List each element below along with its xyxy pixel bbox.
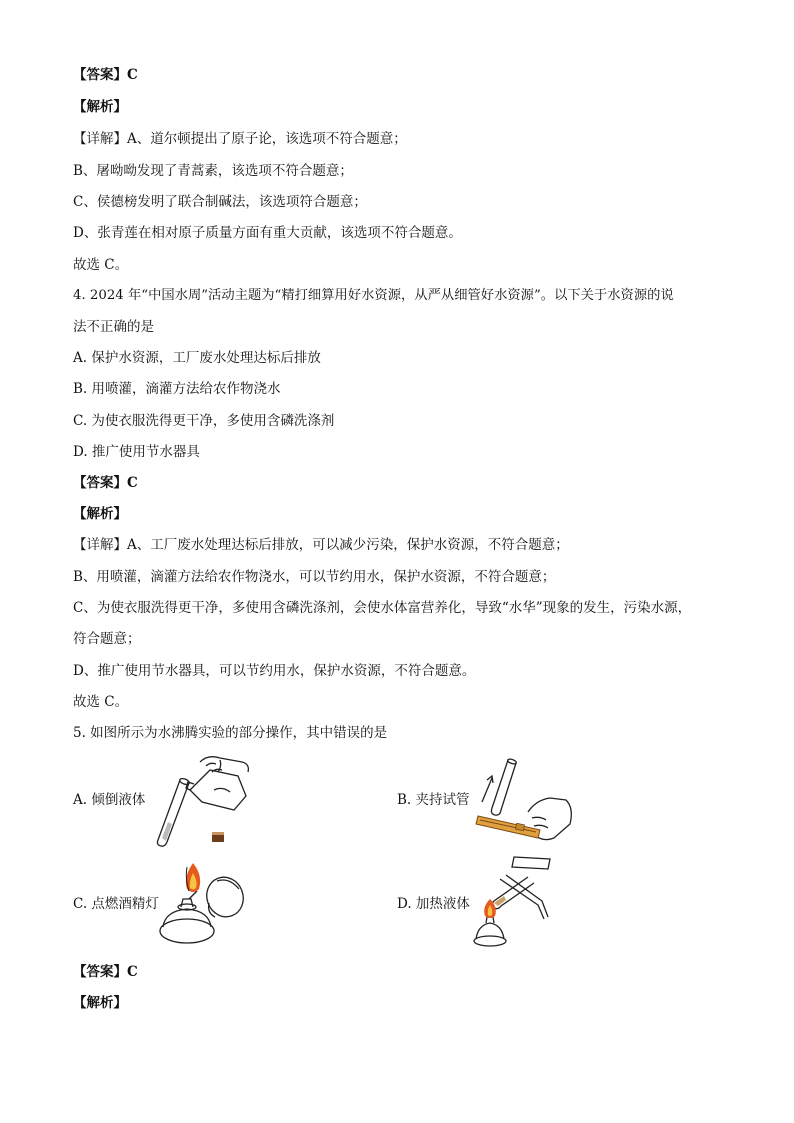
detail-q4-b: B、用喷灌，滴灌方法给农作物浇水，可以节约用水，保护水资源，不符合题意； <box>73 569 556 585</box>
detail-q3-b: B、屠呦呦发现了青蒿素，该选项不符合题意； <box>73 163 353 179</box>
detail-q4-c1: C、为使衣服洗得更干净，多使用含磷洗涤剂，会使水体富营养化，导致“水华”现象的发生，污染水源， <box>73 600 692 616</box>
analysis-q4: 【解析】 <box>73 506 127 522</box>
detail-q3-d: D、张青莲在相对原子质量方面有重大贡献，该选项不符合题意。 <box>73 225 462 241</box>
answer-q4: 【答案】C <box>73 475 138 491</box>
detail-q4-c2: 符合题意； <box>73 631 141 647</box>
answer-q3: 【答案】C <box>73 67 138 83</box>
q4-stem-line1: 4. 2024 年“中国水周”活动主题为“精打细算用好水资源，从严从细管好水资源”。以下关于水资源的说 <box>73 288 674 303</box>
answer-q5: 【答案】C <box>73 964 138 980</box>
pouring-liquid-illustration <box>150 752 260 847</box>
q4-option-b: B. 用喷灌，滴灌方法给农作物浇水 <box>73 381 281 397</box>
q5-option-d-label: D. 加热液体 <box>397 896 470 912</box>
detail-q3-c: C、侯德榜发明了联合制碱法，该选项符合题意； <box>73 194 367 210</box>
q4-option-a: A. 保护水资源，工厂废水处理达标后排放 <box>73 350 321 366</box>
analysis-q3: 【解析】 <box>73 99 127 115</box>
heating-liquid-illustration <box>470 855 560 950</box>
q5-option-b-label: B. 夹持试管 <box>397 792 470 808</box>
q5-option-c-label: C. 点燃酒精灯 <box>73 896 159 912</box>
test-tube-holder-illustration <box>470 752 580 852</box>
q4-stem-line2: 法不正确的是 <box>73 319 154 335</box>
analysis-q5: 【解析】 <box>73 995 127 1011</box>
q4-option-c: C. 为使衣服洗得更干净，多使用含磷洗涤剂 <box>73 413 335 429</box>
q5-stem: 5. 如图所示为水沸腾实验的部分操作，其中错误的是 <box>73 725 388 741</box>
q4-option-d: D. 推广使用节水器具 <box>73 444 200 460</box>
q5-option-a-label: A. 倾倒液体 <box>73 792 146 808</box>
conclusion-q3: 故选 C。 <box>73 257 129 273</box>
conclusion-q4: 故选 C。 <box>73 694 129 710</box>
lighting-alcohol-lamp-illustration <box>155 855 255 950</box>
detail-q3-a: 【详解】A、道尔顿提出了原子论，该选项不符合题意； <box>73 131 407 147</box>
detail-q4-d: D、推广使用节水器具，可以节约用水，保护水资源，不符合题意。 <box>73 663 476 679</box>
detail-q4-a: 【详解】A、工厂废水处理达标后排放，可以减少污染，保护水资源，不符合题意； <box>73 537 569 553</box>
